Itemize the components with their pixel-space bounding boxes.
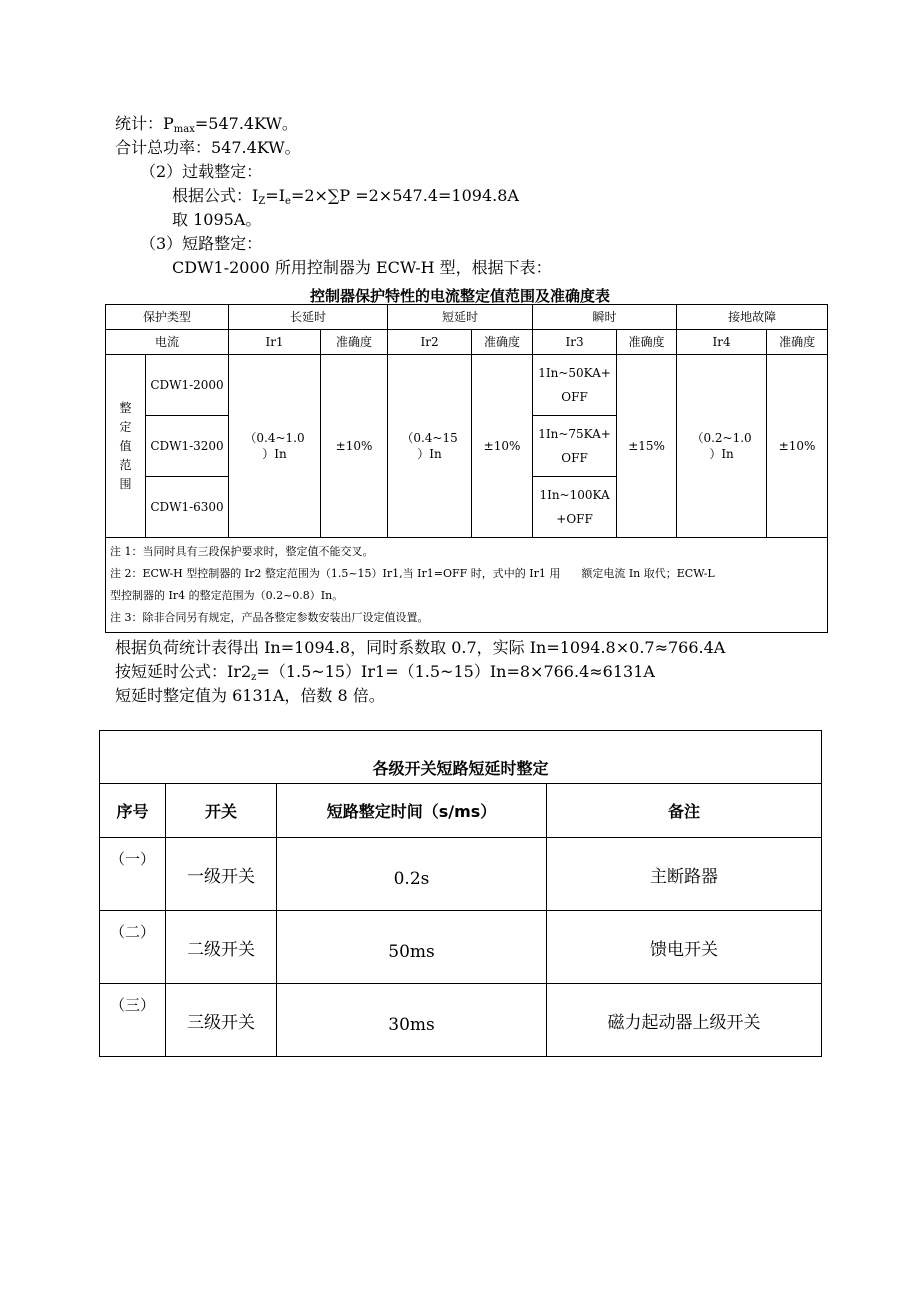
load-text: 根据负荷统计表得出 In=1094.8，同时系数取 0.7，实际 In=1094.8×0.7≈ — [115, 638, 668, 657]
short-delay-table — [99, 730, 822, 1057]
short-formula-body: =（1.5~15）Ir1=（1.5~15）In=8×766.4≈ — [256, 662, 603, 681]
ir3-value-a: 1In~100KA — [539, 488, 610, 502]
subheader-acc2: 准确度 — [472, 330, 533, 355]
row-note: 主断路器 — [547, 838, 822, 911]
subheader-acc1: 准确度 — [321, 330, 388, 355]
row-seq: （三） — [100, 984, 166, 1057]
formula-mid: =I — [265, 186, 286, 205]
short-value-line — [115, 686, 385, 706]
ir3-cell — [533, 416, 617, 477]
table1-notes-row — [106, 538, 828, 633]
note-2-cont: 型控制器的 Ir4 的整定范围为（0.2~0.8）In。 — [110, 589, 344, 602]
note-3: 注 3：除非合同另有规定，产品各整定参数安装出厂设定值设置。 — [110, 611, 429, 624]
total-value: 547.4KW。 — [211, 138, 301, 157]
table-row — [100, 838, 822, 911]
header-seq: 序号 — [100, 784, 166, 838]
row-time: 0.2s — [277, 838, 547, 911]
acc-ground: ±10% — [767, 355, 828, 538]
header-instant: 瞬时 — [533, 305, 677, 330]
overload-heading: （2）过载整定： — [140, 162, 263, 181]
acc-instant: ±15% — [617, 355, 677, 538]
formula-prefix: 根据公式：I — [172, 186, 259, 205]
table-row — [100, 911, 822, 984]
formula-sub-e: e — [285, 196, 291, 207]
header-switch: 开关 — [166, 784, 277, 838]
ir2-range-b: ）In — [417, 447, 442, 461]
short-formula-sub: z — [251, 672, 257, 683]
ir3-value-a: 1In~75KA+ — [538, 427, 611, 441]
subheader-ir3: Ir3 — [533, 330, 617, 355]
take-value-line: 取 1095A。 — [172, 210, 262, 229]
header-ground: 接地故障 — [677, 305, 828, 330]
table1-subheader-row — [106, 330, 828, 355]
table2-header-row — [100, 784, 822, 838]
model-cell: CDW1-2000 — [146, 355, 229, 416]
row-switch: 三级开关 — [166, 984, 277, 1057]
range-char: 范 — [119, 457, 132, 472]
table-row — [100, 984, 822, 1057]
header-time: 短路整定时间（s/ms） — [277, 784, 547, 838]
ir4-range — [677, 355, 767, 538]
ir4-range-a: （0.2~1.0 — [691, 431, 752, 445]
formula-rest: =2×∑P =2×547.4=1094.8A — [290, 186, 519, 205]
short-formula-line — [115, 662, 655, 688]
short-value-result: 6131A，倍数 8 倍。 — [232, 686, 385, 705]
protection-table — [105, 304, 828, 633]
short-formula-prefix: 按短延时公式：Ir2 — [115, 662, 252, 681]
subheader-acc3: 准确度 — [617, 330, 677, 355]
total-label: 合计总功率： — [115, 138, 212, 157]
note-2: 注 2：ECW-H 型控制器的 Ir2 整定范围为（1.5~15）Ir1,当 Ir1=OFF 时，式中的 Ir1 用 额定电流 In 取代；ECW-L — [110, 567, 715, 580]
model-cell: CDW1-3200 — [146, 416, 229, 477]
ir2-range — [388, 355, 472, 538]
ir3-value-b: OFF — [561, 451, 588, 465]
ir3-value-b: OFF — [561, 390, 588, 404]
controller-line: CDW1-2000 所用控制器为 ECW-H 型，根据下表： — [172, 258, 552, 277]
ir1-range-b: ）In — [262, 447, 287, 461]
range-char: 围 — [119, 476, 132, 491]
acc-long: ±10% — [321, 355, 388, 538]
ir3-cell — [533, 477, 617, 538]
stat-subscript: max — [173, 124, 195, 135]
ir3-value-b: +OFF — [556, 512, 593, 526]
acc-short: ±10% — [472, 355, 533, 538]
subheader-current: 电流 — [106, 330, 229, 355]
row-note: 馈电开关 — [547, 911, 822, 984]
header-short: 短延时 — [388, 305, 533, 330]
subheader-ir2: Ir2 — [388, 330, 472, 355]
formula-line — [172, 186, 519, 212]
range-char: 定 — [119, 419, 132, 434]
load-line — [115, 638, 725, 658]
table2-title-row — [100, 731, 822, 784]
ir1-range — [229, 355, 321, 538]
subheader-ir4: Ir4 — [677, 330, 767, 355]
subheader-acc4: 准确度 — [767, 330, 828, 355]
total-line — [115, 138, 301, 158]
short-value-prefix: 短延时整定值为 — [115, 686, 233, 705]
table1-caption: 控制器保护特性的电流整定值范围及准确度表 — [309, 287, 610, 305]
ir4-range-b: ）In — [709, 447, 734, 461]
table2-title: 各级开关短路短延时整定 — [100, 731, 822, 784]
row-seq: （二） — [100, 911, 166, 984]
table1-notes — [106, 538, 828, 633]
range-char: 值 — [119, 438, 132, 453]
range-label — [106, 355, 146, 538]
note-1: 注 1：当同时具有三段保护要求时，整定值不能交叉。 — [110, 545, 374, 558]
row-switch: 一级开关 — [166, 838, 277, 911]
header-note: 备注 — [547, 784, 822, 838]
stat-line — [115, 114, 298, 140]
short-formula-result: 6131A — [602, 662, 655, 681]
row-time: 30ms — [277, 984, 547, 1057]
table1-row-2000 — [106, 355, 828, 416]
ir3-value-a: 1In~50KA+ — [538, 366, 611, 380]
model-cell: CDW1-6300 — [146, 477, 229, 538]
subheader-ir1: Ir1 — [229, 330, 321, 355]
formula-sub-z: Z — [258, 196, 266, 207]
header-long: 长延时 — [229, 305, 388, 330]
row-time: 50ms — [277, 911, 547, 984]
stat-prefix: 统计：P — [115, 114, 174, 133]
ir3-cell — [533, 355, 617, 416]
table1-header-row — [106, 305, 828, 330]
ir1-range-a: （0.4~1.0 — [244, 431, 305, 445]
row-switch: 二级开关 — [166, 911, 277, 984]
header-type: 保护类型 — [106, 305, 229, 330]
row-note: 磁力起动器上级开关 — [547, 984, 822, 1057]
ir2-range-a: （0.4~15 — [401, 431, 458, 445]
range-char: 整 — [119, 400, 132, 415]
load-result: 766.4A — [668, 638, 726, 657]
row-seq: （一） — [100, 838, 166, 911]
stat-value: =547.4KW。 — [194, 114, 298, 133]
short-heading: （3）短路整定： — [140, 234, 263, 253]
